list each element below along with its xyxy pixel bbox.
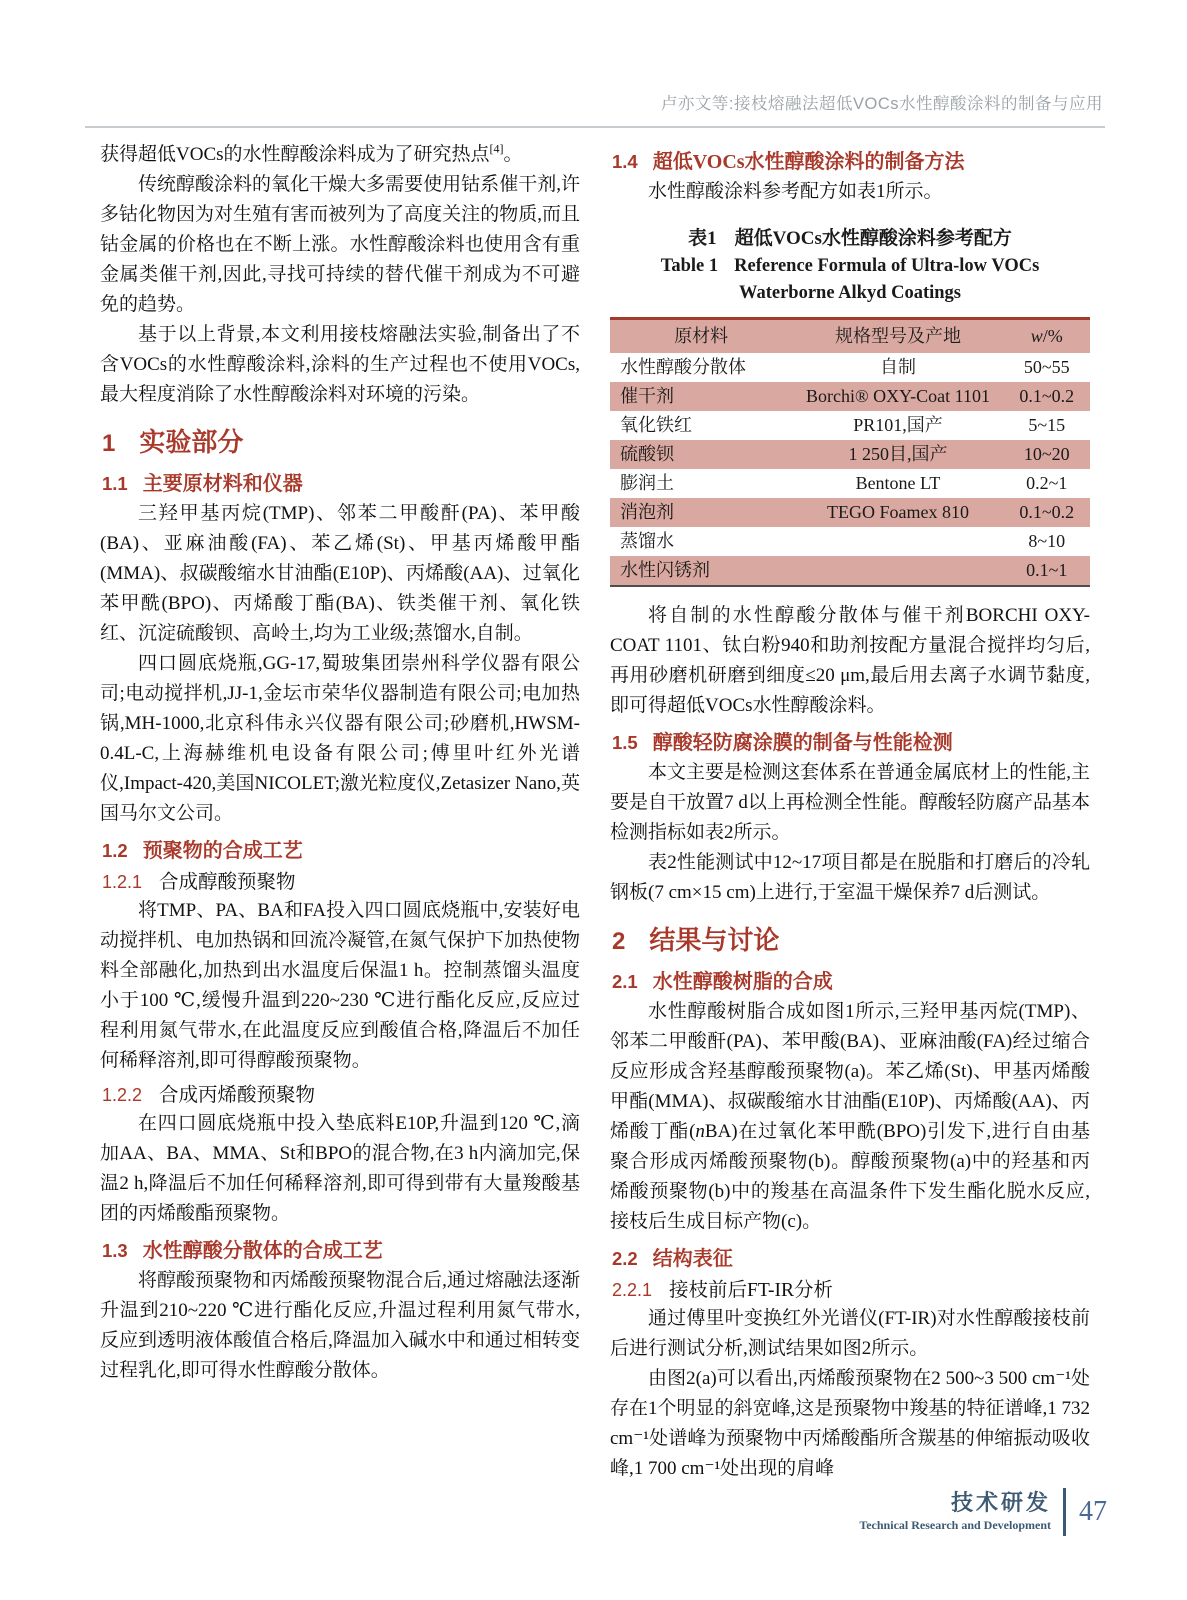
heading-title: 结果与讨论 xyxy=(649,926,780,955)
footer-section-label-cn: 技术研发 xyxy=(950,1490,1051,1515)
section-heading-1-2-2 xyxy=(102,1079,580,1107)
table1-block xyxy=(610,225,1090,587)
table-caption-text: 超低VOCs水性醇酸涂料参考配方 xyxy=(734,228,1012,249)
table1 xyxy=(610,317,1090,587)
heading-number: 1.5 xyxy=(612,732,638,753)
heading-number: 2.2 xyxy=(612,1248,638,1269)
footer-labels xyxy=(859,1490,1051,1534)
section-heading-2 xyxy=(612,920,1090,957)
table-cell: 0.1~0.2 xyxy=(1019,502,1075,522)
two-column-body xyxy=(100,140,1090,1484)
page-footer xyxy=(859,1488,1107,1536)
paragraph: 本文主要是检测这套体系在普通金属底材上的性能,主要是自干放置7 d以上再检测全性能。醇酸轻防腐产品基本检测指标如表2所示。 xyxy=(610,762,1090,843)
heading-number: 1.1 xyxy=(102,473,128,494)
paragraph: 基于以上背景,本文利用接枝熔融法实验,制备出了不含VOCs的水性醇酸涂料,涂料的生产过程也不使用VOCs,最大程度消除了水性醇酸涂料对环境的污染。 xyxy=(100,324,580,405)
paragraph-text: 获得超低VOCs的水性醇酸涂料成为了研究热点 xyxy=(100,144,490,165)
paragraph: 四口圆底烧瓶,GG-17,蜀玻集团崇州科学仪器有限公司;电动搅拌机,JJ-1,金坛市荣华仪器制造有限公司;电加热锅,MH-1000,北京科伟永兴仪器有限公司;砂磨机,HWSM-0.4L-C,上海赫维机电设备有限公司;傅里叶红外光谱仪,Impact-420,美国NICOLET;激光粒度仪,Zetasizer Nano,英国马尔文公司。 xyxy=(100,653,580,824)
running-head: 卢亦文等:接枝熔融法超低VOCs水性醇酸涂料的制备与应用 xyxy=(660,95,1103,113)
table-cell: 水性闪锈剂 xyxy=(620,560,710,580)
table-row xyxy=(610,498,1090,527)
heading-title: 合成丙烯酸预聚物 xyxy=(159,1085,316,1106)
heading-title: 结构表征 xyxy=(652,1248,733,1270)
table-cell xyxy=(792,556,1003,586)
right-column xyxy=(610,140,1090,1484)
table-header-row xyxy=(610,319,1090,354)
paragraph: 将醇酸预聚物和丙烯酸预聚物混合后,通过熔融法逐渐升温到210~220 ℃进行酯化反应,升温过程利用氮气带水,反应到透明液体酸值合格后,降温加入碱水中和通过相转变过程乳化,即可得水性醇酸分散体。 xyxy=(100,1270,580,1381)
heading-title: 主要原材料和仪器 xyxy=(142,473,303,495)
section-heading-1-1 xyxy=(102,467,580,496)
table-row xyxy=(610,382,1090,411)
heading-number: 2.2.1 xyxy=(612,1280,653,1300)
reference-marker: [4] xyxy=(489,141,504,156)
table-cell: 氧化铁红 xyxy=(620,415,692,435)
column-header-symbol: w xyxy=(1030,326,1043,346)
paragraph: 将自制的水性醇酸分散体与催干剂BORCHI OXY-COAT 1101、钛白粉940和助剂按配方量混合搅拌均匀后,再用砂磨机研磨到细度≤20 μm,最后用去离子水调节黏度,即可得超低VOCs水性醇酸涂料。 xyxy=(610,605,1090,716)
heading-title: 实验部分 xyxy=(139,428,244,457)
section-heading-1 xyxy=(102,422,580,459)
paragraph: 传统醇酸涂料的氧化干燥大多需要使用钴系催干剂,许多钴化物因为对生殖有害而被列为了高度关注的物质,而且钴金属的价格也在不断上涨。水性醇酸涂料也使用含有重金属类催干剂,因此,寻找可持续的替代催干剂成为不可避免的趋势。 xyxy=(100,174,580,315)
section-heading-2-2-1 xyxy=(612,1274,1090,1302)
table-cell: 自制 xyxy=(879,357,916,377)
heading-title: 水性醇酸分散体的合成工艺 xyxy=(142,1240,383,1262)
table-label: 表1 xyxy=(688,228,717,249)
footer-divider xyxy=(1063,1488,1066,1536)
section-heading-2-2 xyxy=(612,1242,1090,1271)
heading-title: 预聚物的合成工艺 xyxy=(142,840,303,862)
table-row xyxy=(610,440,1090,469)
heading-title: 合成醇酸预聚物 xyxy=(159,872,296,893)
table-caption-cn xyxy=(610,225,1090,253)
footer-section-label-en: Technical Research and Development xyxy=(859,1518,1051,1532)
column-header: 规格型号及产地 xyxy=(792,319,1003,354)
column-header: 原材料 xyxy=(610,319,792,354)
paragraph-text: BA)在过氧化苯甲酰(BPO)引发下,进行自由基聚合形成丙烯酸预聚物(b)。醇酸预聚物(a)中的羟基和丙烯酸预聚物(b)中的羧基在高温条件下发生酯化脱水反应,接枝后生成目标产物(c)。 xyxy=(610,1121,1090,1232)
heading-title: 超低VOCs水性醇酸涂料的制备方法 xyxy=(652,151,965,173)
table-cell: Bentone LT xyxy=(855,473,941,493)
section-heading-1-4 xyxy=(612,145,1090,174)
paragraph xyxy=(100,140,580,170)
table-header xyxy=(610,319,1090,354)
paragraph: 在四口圆底烧瓶中投入垫底料E10P,升温到120 ℃,滴加AA、BA、MMA、St和BPO的混合物,在3 h内滴加完,保温2 h,降温后不加任何稀释溶剂,即可得到带有大量羧酸基团的丙烯酸酯预聚物。 xyxy=(100,1113,580,1224)
table-cell: 催干剂 xyxy=(620,386,674,406)
table-cell: TEGO Foamex 810 xyxy=(826,502,969,522)
italic-variable: n xyxy=(695,1121,705,1142)
table-caption-en-line2: Waterborne Alkyd Coatings xyxy=(738,283,962,303)
section-heading-1-5 xyxy=(612,726,1090,755)
left-column xyxy=(100,140,580,1484)
table-caption-text: Reference Formula of Ultra-low VOCs xyxy=(734,256,1040,276)
table-cell: 0.2~1 xyxy=(1026,473,1068,493)
table-cell xyxy=(792,527,1003,556)
table-cell: 0.1~1 xyxy=(1026,560,1068,580)
heading-title: 醇酸轻防腐涂膜的制备与性能检测 xyxy=(652,732,953,754)
table-cell: Borchi® OXY-Coat 1101 xyxy=(805,386,990,406)
section-heading-1-3 xyxy=(102,1234,580,1263)
paragraph: 表2性能测试中12~17项目都是在脱脂和打磨后的冷轧钢板(7 cm×15 cm)上进行,于室温干燥保养7 d后测试。 xyxy=(610,852,1090,903)
column-header-unit: /% xyxy=(1042,326,1063,346)
heading-number: 2 xyxy=(612,928,626,955)
column-header xyxy=(1004,319,1090,354)
table-cell: 10~20 xyxy=(1023,444,1070,464)
paragraph-text: 水性醇酸树脂合成如图1所示,三羟甲基丙烷(TMP)、邻苯二甲酸酐(PA)、苯甲酸(BA)、亚麻油酸(FA)经过缩合反应形成含羟基醇酸预聚物(a)。苯乙烯(St)、甲基丙烯酸甲酯(MMA)、叔碳酸缩水甘油酯(E10P)、丙烯酸(AA)、丙烯酸丁酯( xyxy=(610,1001,1090,1142)
heading-number: 1 xyxy=(102,430,116,457)
table-row xyxy=(610,411,1090,440)
table-cell: 0.1~0.2 xyxy=(1019,386,1075,406)
table-cell: 1 250目,国产 xyxy=(848,444,948,464)
section-heading-2-1 xyxy=(612,965,1090,994)
table-row xyxy=(610,556,1090,586)
heading-number: 2.1 xyxy=(612,971,638,992)
table-row xyxy=(610,353,1090,382)
table-row xyxy=(610,469,1090,498)
table-cell: 8~10 xyxy=(1028,531,1066,551)
table-cell: 水性醇酸分散体 xyxy=(620,357,746,377)
page-number: 47 xyxy=(1079,1496,1107,1527)
table-cell: 硫酸钡 xyxy=(620,444,674,464)
table-body xyxy=(610,353,1090,586)
heading-number: 1.3 xyxy=(102,1240,128,1261)
paragraph: 通过傅里叶变换红外光谱仪(FT-IR)对水性醇酸接枝前后进行测试分析,测试结果如图2所示。 xyxy=(610,1308,1090,1359)
table-label-en: Table 1 xyxy=(660,256,719,276)
paragraph-text: 。 xyxy=(503,144,523,165)
table-cell: 50~55 xyxy=(1023,357,1070,377)
table-cell: PR101,国产 xyxy=(853,415,943,435)
paragraph: 三羟甲基丙烷(TMP)、邻苯二甲酸酐(PA)、苯甲酸(BA)、亚麻油酸(FA)、苯乙烯(St)、甲基丙烯酸甲酯(MMA)、叔碳酸缩水甘油酯(E10P)、丙烯酸(AA)、过氧化苯甲酰(BPO)、丙烯酸丁酯(BA)、铁类催干剂、氧化铁红、沉淀硫酸钡、高岭土,均为工业级;蒸馏水,自制。 xyxy=(100,503,580,644)
table-cell: 5~15 xyxy=(1028,415,1066,435)
paragraph xyxy=(610,997,1090,1237)
heading-number: 1.2.2 xyxy=(102,1085,143,1105)
header-rule xyxy=(85,126,1105,128)
table-cell: 蒸馏水 xyxy=(620,531,674,551)
section-heading-1-2 xyxy=(102,834,580,863)
heading-title: 接枝前后FT-IR分析 xyxy=(669,1280,834,1301)
heading-number: 1.2 xyxy=(102,840,128,861)
paragraph: 将TMP、PA、BA和FA投入四口圆底烧瓶中,安装好电动搅拌机、电加热锅和回流冷凝管,在氮气保护下加热使物料全部融化,加热到出水温度后保温1 h。控制蒸馏头温度小于100 ℃,缓慢升温到220~230 ℃进行酯化反应,反应过程利用氮气带水,在此温度反应到酸值合格,降温后不加任何稀释溶剂,即可得醇酸预聚物。 xyxy=(100,900,580,1071)
heading-number: 1.2.1 xyxy=(102,872,143,892)
table-caption-en-line1 xyxy=(610,253,1090,280)
paragraph: 由图2(a)可以看出,丙烯酸预聚物在2 500~3 500 cm⁻¹处存在1个明显的斜宽峰,这是预聚物中羧基的特征谱峰,1 732 cm⁻¹处谱峰为预聚物中丙烯酸酯所含羰基的伸缩振动吸收峰,1 700 cm⁻¹处出现的肩峰 xyxy=(610,1368,1090,1479)
paragraph: 水性醇酸涂料参考配方如表1所示。 xyxy=(648,181,943,202)
heading-number: 1.4 xyxy=(612,151,638,172)
table-cell: 膨润土 xyxy=(620,473,674,493)
table-cell: 消泡剂 xyxy=(620,502,674,522)
heading-title: 水性醇酸树脂的合成 xyxy=(652,971,833,993)
section-heading-1-2-1 xyxy=(102,866,580,894)
table-row xyxy=(610,527,1090,556)
